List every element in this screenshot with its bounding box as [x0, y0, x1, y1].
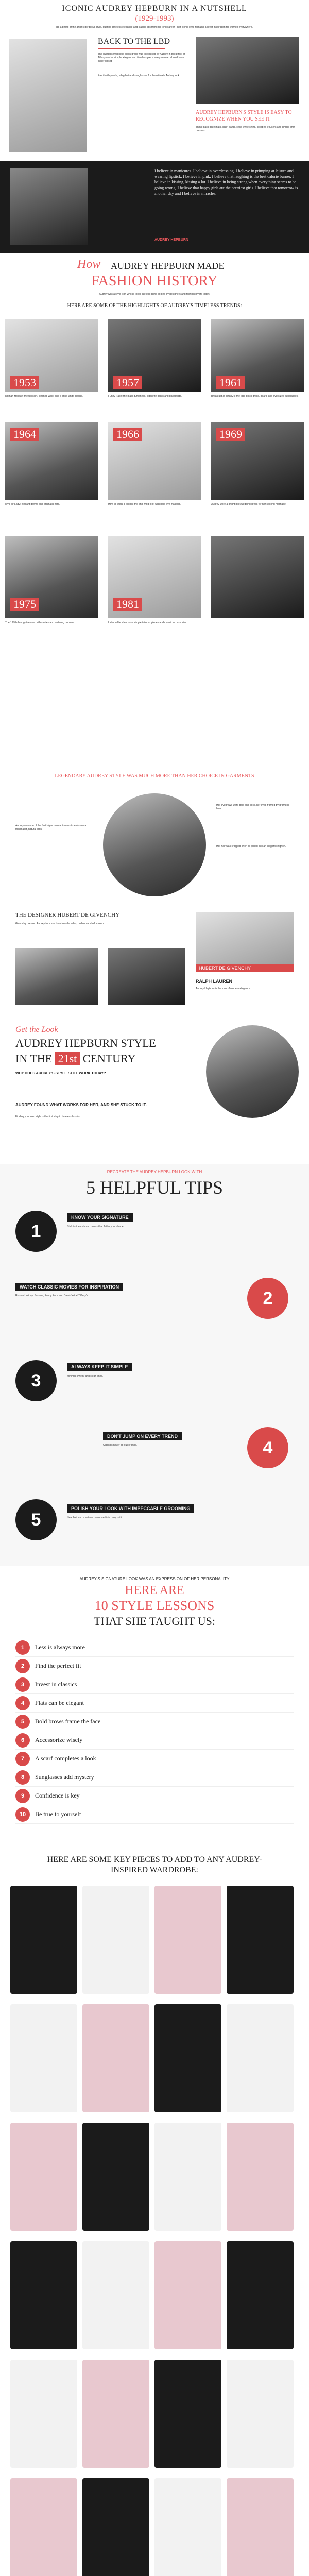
- piece-item: [10, 2004, 77, 2112]
- look-body: Finding your own style is the first step to timeless fashion.: [15, 1115, 81, 1118]
- pieces-section: [0, 1855, 309, 2576]
- timeline-year-1953: 1953: [10, 376, 39, 389]
- tip-number-1: 1: [15, 1211, 57, 1252]
- lessons-section: [0, 1577, 309, 1844]
- lesson-label: Less is always more: [35, 1643, 85, 1651]
- fashion-intro: Audrey was a style icon whose looks are still being copied by designers and fashion lovers today.: [99, 293, 210, 296]
- lesson-item: [15, 1713, 294, 1731]
- piece-item: [154, 1886, 221, 1994]
- legend-photo-2: [15, 948, 98, 1005]
- tip-5-title: POLISH YOUR LOOK WITH IMPECCABLE GROOMING: [67, 1504, 194, 1513]
- lesson-number: 7: [15, 1752, 30, 1766]
- lesson-number: 5: [15, 1715, 30, 1729]
- look-title-b: IN THE: [15, 1052, 53, 1065]
- piece-item: [227, 2123, 294, 2231]
- lesson-item: [15, 1731, 294, 1750]
- timeline-caption-1953: Roman Holiday: the full skirt, cinched waist and a crisp white blouse.: [5, 395, 83, 398]
- piece-item: [82, 2004, 149, 2112]
- lesson-item: [15, 1787, 294, 1805]
- look-title-c: 21st: [55, 1052, 80, 1065]
- piece-item: [10, 2478, 77, 2576]
- tip-4-title: DON'T JUMP ON EVERY TREND: [103, 1432, 182, 1440]
- quote-author: AUDREY HEPBURN: [154, 238, 188, 242]
- lesson-label: A scarf completes a look: [35, 1755, 96, 1762]
- lesson-label: Flats can be elegant: [35, 1699, 84, 1706]
- piece-item: [154, 2478, 221, 2576]
- timeline-year-1981: 1981: [113, 598, 142, 611]
- piece-item: [154, 2004, 221, 2112]
- look-get: Get the Look: [15, 1025, 58, 1034]
- legend-portrait: [103, 793, 206, 896]
- lbd-body-1: The quintessential little black dress was introduced by Audrey in Breakfast at Tiffany's—the simple, elegant and timeless piece every woman should have in her closet.: [98, 53, 185, 63]
- look-section: [0, 1025, 309, 1159]
- timeline-section: [0, 319, 309, 773]
- lesson-number: 4: [15, 1696, 30, 1710]
- lbd-body-2: Pair it with pearls, a big hat and sunglasses for the ultimate Audrey look.: [98, 74, 180, 77]
- lesson-number: 6: [15, 1733, 30, 1748]
- lesson-item: [15, 1638, 294, 1657]
- legend-right-text-1: Her eyebrows were bold and thick, her eyes framed by dramatic liner.: [216, 804, 289, 810]
- tip-1-title: KNOW YOUR SIGNATURE: [67, 1213, 133, 1222]
- tip-number-5: 5: [15, 1499, 57, 1540]
- timeline-caption-1975: The 1970s brought relaxed silhouettes and wide-leg trousers.: [5, 621, 75, 624]
- lesson-item: [15, 1675, 294, 1694]
- lesson-label: Be true to yourself: [35, 1810, 81, 1818]
- tip-number-2: 2: [247, 1278, 288, 1319]
- timeline-caption-1969: Audrey wore a bright pink wedding dress for her second marriage.: [211, 503, 287, 506]
- piece-item: [154, 2241, 221, 2349]
- tip-3-title: ALWAYS KEEP IT SIMPLE: [67, 1363, 132, 1371]
- lessons-title-a: HERE ARE: [125, 1584, 184, 1597]
- lessons-title-c: THAT SHE TAUGHT US:: [94, 1615, 215, 1628]
- lbd-section: [0, 37, 309, 161]
- tip-1-body: Stick to the cuts and colors that flatter your shape.: [67, 1225, 124, 1228]
- quote-section: [0, 161, 309, 253]
- lbd-heading: BACK TO THE LBD: [98, 37, 170, 46]
- timeline-photo-extra: [211, 536, 304, 618]
- fashion-how: How: [77, 258, 101, 271]
- lesson-label: Invest in classics: [35, 1681, 77, 1688]
- lauren-name: RALPH LAUREN: [196, 979, 232, 984]
- lesson-number: 10: [15, 1807, 30, 1822]
- lesson-label: Sunglasses add mystery: [35, 1773, 94, 1781]
- tips-section: [0, 1164, 309, 1566]
- lbd-rule: [98, 48, 165, 49]
- look-title-d: CENTURY: [82, 1052, 136, 1065]
- piece-item: [154, 2123, 221, 2231]
- piece-item: [227, 1886, 294, 1994]
- lesson-item: [15, 1750, 294, 1768]
- timeline-caption-1957: Funny Face: the black turtleneck, cigarette pants and ballet flats.: [108, 395, 182, 398]
- timeline-year-1966: 1966: [113, 428, 142, 441]
- lesson-item: [15, 1657, 294, 1675]
- lesson-label: Find the perfect fit: [35, 1662, 81, 1669]
- piece-item: [82, 2360, 149, 2468]
- tips-title: 5 HELPFUL TIPS: [85, 1177, 224, 1198]
- lesson-item: [15, 1805, 294, 1824]
- header-title: ICONIC AUDREY HEPBURN IN A NUTSHELL: [62, 4, 247, 13]
- timeline-year-1969: 1969: [216, 428, 245, 441]
- piece-item: [10, 1886, 77, 1994]
- fashion-title-section: [0, 258, 309, 319]
- quote-text: I believe in manicures. I believe in overdressing. I believe in primping at leisure and wearing lipstick. I believe in pink. I believe that laughing is the best calorie burner. I believe in kissing, kissing a lot. I believe in being strong when everything seems to be going wrong. I believe that happy girls are the prettiest girls. I believe that tomorrow is another day and I believe in miracles.: [154, 168, 298, 196]
- piece-item: [82, 2123, 149, 2231]
- timeline-caption-1961: Breakfast at Tiffany's: the little black dress, pearls and oversized sunglasses.: [211, 395, 299, 398]
- look-question: AUDREY FOUND WHAT WORKS FOR HER, AND SHE STUCK TO IT.: [15, 1103, 147, 1107]
- timeline-year-1964: 1964: [10, 428, 39, 441]
- lessons-pre: AUDREY'S SIGNATURE LOOK WAS AN EXPRESSION OF HER PERSONALITY: [79, 1577, 230, 1581]
- look-title-line: [15, 1052, 135, 1065]
- piece-item: [10, 2360, 77, 2468]
- timeline-caption-1981: Later in life she chose simple tailored pieces and classic accessories.: [108, 621, 187, 624]
- lauren-photo: [108, 948, 185, 1005]
- look-portrait: [206, 1025, 299, 1118]
- piece-item: [227, 2241, 294, 2349]
- timeline-year-1957: 1957: [113, 376, 142, 389]
- legend-section: [0, 773, 309, 1020]
- lesson-label: Confidence is key: [35, 1792, 80, 1799]
- lbd-photo-2: [196, 37, 299, 104]
- tips-pre: RECREATE THE AUDREY HEPBURN LOOK WITH: [107, 1170, 202, 1174]
- lauren-quote: Audrey Hepburn is the icon of modern elegance.: [196, 987, 251, 990]
- fashion-title-b: FASHION HISTORY: [91, 273, 218, 289]
- piece-item: [82, 1886, 149, 1994]
- fashion-title-a: AUDREY HEPBURN MADE: [111, 261, 225, 271]
- tip-3-body: Minimal jewelry and clean lines.: [67, 1375, 104, 1378]
- lesson-number: 9: [15, 1789, 30, 1803]
- piece-item: [227, 2004, 294, 2112]
- tip-2-title: WATCH CLASSIC MOVIES FOR INSPIRATION: [15, 1283, 123, 1291]
- timeline-year-1975: 1975: [10, 598, 39, 611]
- timeline-caption-1966: How to Steal a Million: the chic mod look with bold eye makeup.: [108, 503, 181, 506]
- piece-item: [227, 2360, 294, 2468]
- piece-item: [82, 2241, 149, 2349]
- lesson-label: Bold brows frame the face: [35, 1718, 101, 1725]
- givenchy-photo: [196, 912, 294, 969]
- fashion-highlights: HERE ARE SOME OF THE HIGHLIGHTS OF AUDREY'S TIMELESS TRENDS:: [67, 303, 242, 309]
- header-years: (1929-1993): [135, 14, 174, 23]
- lesson-number: 2: [15, 1659, 30, 1673]
- lbd-pull-quote: AUDREY HEPBURN'S STYLE IS EASY TO RECOGNIZE WHEN YOU SEE IT: [196, 110, 292, 122]
- legend-left-text: Audrey was one of the first big-screen actresses to embrace a minimalist, natural look.: [15, 824, 87, 831]
- piece-item: [10, 2123, 77, 2231]
- legend-right-text-2: Her hair was cropped short or pulled into an elegant chignon.: [216, 845, 286, 848]
- tip-4-body: Classics never go out of style.: [103, 1444, 138, 1447]
- lbd-photo: [9, 39, 87, 152]
- tip-5-body: Neat hair and a natural manicure finish any outfit.: [67, 1516, 123, 1519]
- timeline-year-1961: 1961: [216, 376, 245, 389]
- lesson-number: 3: [15, 1677, 30, 1692]
- lesson-number: 8: [15, 1770, 30, 1785]
- piece-item: [227, 2478, 294, 2576]
- designer-intro: THE DESIGNER HUBERT DE GIVENCHY: [15, 912, 120, 918]
- lesson-item: [15, 1694, 294, 1713]
- pieces-title: HERE ARE SOME KEY PIECES TO ADD TO ANY AUDREY-INSPIRED WARDROBE:: [47, 1855, 262, 1874]
- tip-number-4: 4: [247, 1427, 288, 1468]
- lessons-title-b: 10 STYLE LESSONS: [94, 1598, 215, 1613]
- look-sub: WHY DOES AUDREY'S STYLE STILL WORK TODAY?: [15, 1072, 106, 1075]
- givenchy-name: HUBERT DE GIVENCHY: [196, 964, 294, 972]
- legend-banner: LEGENDARY AUDREY STYLE WAS MUCH MORE THAN HER CHOICE IN GARMENTS: [55, 773, 254, 779]
- look-title-a: AUDREY HEPBURN STYLE: [15, 1037, 156, 1049]
- tip-number-3: 3: [15, 1360, 57, 1401]
- lbd-body-3: Think black ballet flats, capri pants, crisp white shirts, cropped trousers and simple shift dresses.: [196, 126, 295, 132]
- lesson-item: [15, 1768, 294, 1787]
- lessons-list: [15, 1638, 294, 1824]
- piece-item: [154, 2360, 221, 2468]
- timeline-caption-1964: My Fair Lady: elegant gowns and dramatic hats.: [5, 503, 60, 506]
- tip-2-body: Roman Holiday, Sabrina, Funny Face and Breakfast at Tiffany's.: [15, 1294, 89, 1297]
- lesson-label: Accessorize wisely: [35, 1736, 83, 1743]
- quote-photo: [10, 168, 88, 245]
- piece-item: [10, 2241, 77, 2349]
- piece-item: [82, 2478, 149, 2576]
- designer-text: Givenchy dressed Audrey for more than four decades, both on and off screen.: [15, 922, 105, 925]
- header-intro: It's a photo of the artist's gorgeous style, quoting timeless elegance and classic tips from her long career—her iconic style remains a great inspiration for women everywhere.: [56, 26, 253, 29]
- lesson-number: 1: [15, 1640, 30, 1655]
